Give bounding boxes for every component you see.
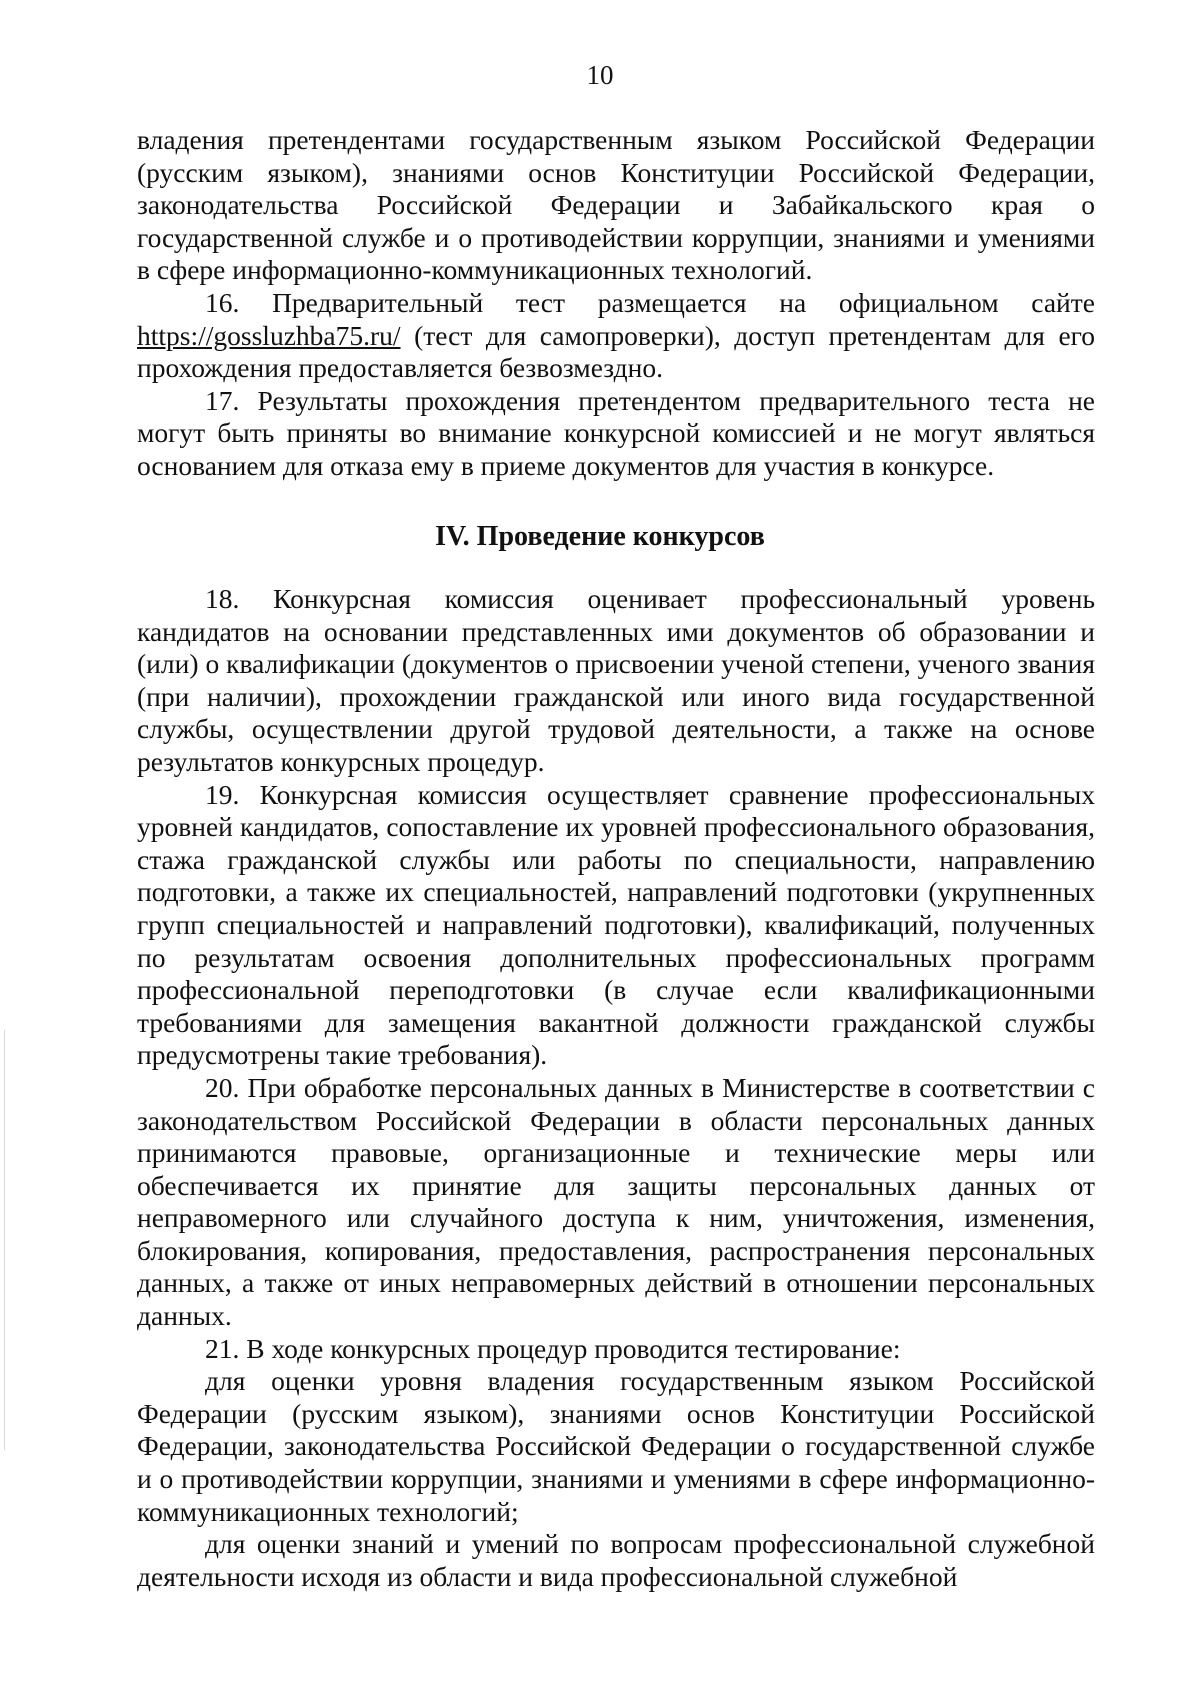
- paragraph-16-text-start: 16. Предварительный тест размещается на официальном сайте: [205, 286, 1095, 318]
- paragraph-21: 21. В ходе конкурсных процедур проводится тестирование:: [205, 1332, 901, 1364]
- paragraph-21-item-2: для оценки знаний и умений по вопросам профессиональной служебной деятельности исходя из области и вида профессиональной служебной: [137, 1528, 1095, 1592]
- site-link[interactable]: https://gossluzhba75.ru/: [137, 319, 401, 351]
- paragraph-16: [137, 287, 1095, 385]
- paragraph-21-item-1: для оценки уровня владения государственным языком Российской Федерации (русским языком), знаниями основ Конституции Российской Федерации, законодательства Российской Федерации о государственной службе и о противодействии коррупции, знаниями и умениями в сфере информационно-коммуникационных технологий;: [137, 1365, 1095, 1527]
- section-heading: IV. Проведение конкурсов: [435, 521, 765, 552]
- paragraph-16-text-end: (тест для самопроверки), доступ претендентам для его прохождения предоставляется безвозмездно.: [137, 319, 1095, 384]
- paragraph-18: 18. Конкурсная комиссия оценивает профессиональный уровень кандидатов на основании представленных ими документов об образовании и (или) о квалификации (документов о присвоении ученой степени, ученого звания (при наличии), прохождении гражданской или иного вида государственной службы, осуществлении другой трудовой деятельности, а также на основе результатов конкурсных процедур.: [137, 583, 1095, 777]
- paragraph-20: 20. При обработке персональных данных в Министерстве в соответствии с законодательством Российской Федерации в области персональных данных принимаются правовые, организационные и технические меры или обеспечивается их принятие для защиты персональных данных от неправомерного или случайного доступа к ним, уничтожения, изменения, блокирования, копирования, предоставления, распространения персональных данных, а также от иных неправомерных действий в отношении персональных данных.: [137, 1071, 1095, 1332]
- paragraph-continuation: владения претендентами государственным языком Российской Федерации (русским языком), знаниями основ Конституции Российской Федерации, законодательства Российской Федерации и Забайкальского края о государственной службе и о противодействии коррупции, знаниями и умениями в сфере информационно-коммуникационных технологий.: [137, 124, 1095, 286]
- text-block-top: [137, 124, 1095, 483]
- text-block-bottom: [137, 583, 1095, 1593]
- paragraph-19: 19. Конкурсная комиссия осуществляет сравнение профессиональных уровней кандидатов, сопоставление их уровней профессионального образования, стажа гражданской службы или работы по специальности, направлению подготовки, а также их специальностей, направлений подготовки (укрупненных групп специальностей и направлений подготовки), квалификаций, полученных по результатам освоения дополнительных профессиональных программ профессиональной переподготовки (в случае если квалификационными требованиями для замещения вакантной должности гражданской службы предусмотрены такие требования).: [137, 778, 1095, 1071]
- paragraph-17: 17. Результаты прохождения претендентом предварительного теста не могут быть приняты во внимание конкурсной комиссией и не могут являться основанием для отказа ему в приеме документов для участия в конкурсе.: [137, 384, 1095, 481]
- scan-edge-line: [4, 1030, 5, 1450]
- page-number: 10: [586, 60, 614, 90]
